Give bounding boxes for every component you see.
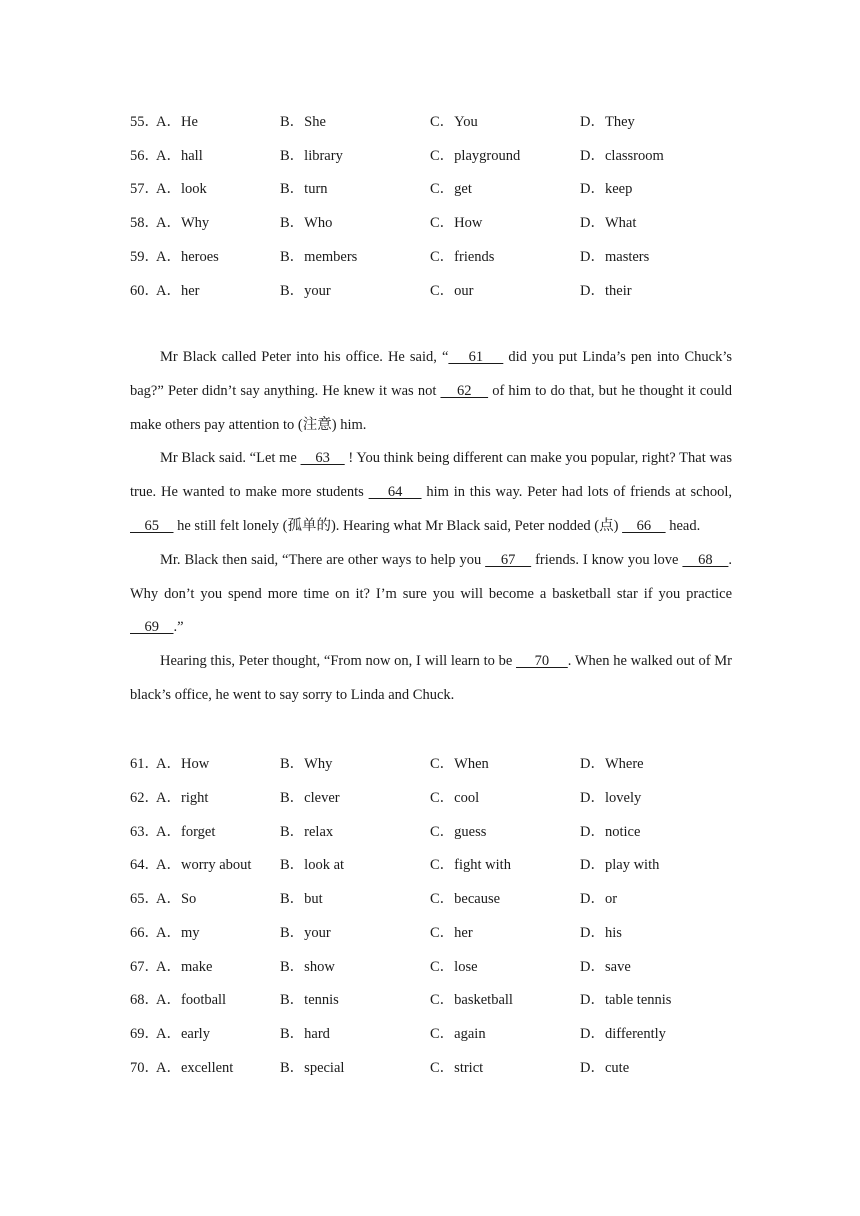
option-c: C．cool (430, 790, 480, 806)
option-c: C．guess (430, 824, 487, 840)
option-b: B．your (280, 925, 331, 941)
option-a: A．early (156, 1026, 210, 1042)
blank-66: 66 (622, 517, 666, 534)
blank-70: 70 (516, 653, 568, 670)
option-b: B．but (280, 891, 323, 907)
question-number: 68． (130, 992, 159, 1008)
blank-61: 61 (448, 349, 504, 365)
option-a: A．right (156, 790, 209, 806)
option-a: A．So (156, 891, 197, 907)
option-a: A．He (156, 114, 198, 130)
passage-paragraph-3: Mr. Black then said, “There are other ways to help you 67 friends. I know you love 68 . Why don’t you spend more time on it? I’m sure you will become a basketball star if you practice 69 .” (130, 551, 733, 636)
question-number: 65． (130, 891, 159, 907)
option-a: A．hall (156, 148, 203, 164)
option-d: D．Where (580, 756, 644, 772)
option-c: C．How (430, 215, 483, 231)
option-a: A．look (156, 181, 207, 197)
option-b: B．She (280, 114, 326, 130)
question-number: 66． (130, 925, 159, 941)
option-a: A．heroes (156, 249, 219, 265)
blank-62: 62 (440, 382, 489, 399)
option-b: B．Who (280, 215, 333, 231)
option-c: C．fight with (430, 857, 511, 873)
option-b: B．tennis (280, 992, 339, 1008)
blank-63: 63 (300, 450, 345, 467)
option-a: A．my (156, 925, 200, 941)
option-d: D．their (580, 283, 632, 299)
option-b: B．members (280, 249, 358, 265)
option-a: A．make (156, 959, 213, 975)
option-d: D．keep (580, 181, 633, 197)
option-b: B．your (280, 283, 331, 299)
option-c: C．again (430, 1026, 486, 1042)
option-d: D．masters (580, 249, 650, 265)
question-number: 69． (130, 1026, 159, 1042)
option-c: C．her (430, 925, 473, 941)
option-c: C．because (430, 891, 501, 907)
blank-65: 65 (130, 517, 174, 534)
question-number: 63． (130, 824, 159, 840)
option-c: C．When (430, 756, 489, 772)
option-d: D．lovely (580, 790, 642, 806)
option-a: A．excellent (156, 1060, 234, 1076)
question-number: 55． (130, 114, 159, 130)
passage-paragraph-1: Mr Black called Peter into his office. He said, “ 61 did you put Linda’s pen into Chuck’s bag?” Peter didn’t say anything. He knew it was not 62 of him to do that, but he thought it could make others pay attention to (注意) him. (130, 349, 733, 433)
option-a: A．her (156, 283, 200, 299)
option-c: C．basketball (430, 992, 513, 1008)
option-d: D．notice (580, 824, 641, 840)
blank-68: 68 (682, 551, 729, 568)
option-d: D．They (580, 114, 635, 130)
question-number: 70． (130, 1060, 159, 1076)
blank-64: 64 (368, 484, 422, 501)
question-number: 60． (130, 283, 159, 299)
option-d: D．table tennis (580, 992, 672, 1008)
question-number: 58． (130, 215, 159, 231)
option-c: C．lose (430, 959, 478, 975)
option-a: A．Why (156, 215, 210, 231)
option-b: B．clever (280, 790, 340, 806)
option-c: C．get (430, 181, 472, 197)
passage-paragraph-2: Mr Black said. “Let me 63 ! You think being different can make you popular, right? That was true. He wanted to make more students 64 him in this way. Peter had lots of friends at school, 65 he still felt lonely (孤单的). Hearing what Mr Black said, Peter nodded (点) 66 head. (130, 450, 732, 534)
question-number: 67． (130, 959, 159, 975)
question-number: 61． (130, 756, 159, 772)
passage-paragraph-4: Hearing this, Peter thought, “From now on, I will learn to be 70 . When he walked out of Mr black’s office, he went to say sorry to Linda and Chuck. (130, 653, 732, 703)
option-b: B．relax (280, 824, 334, 840)
question-number: 62． (130, 790, 159, 806)
option-c: C．playground (430, 148, 521, 164)
option-d: D．his (580, 925, 622, 941)
option-b: B．hard (280, 1026, 330, 1042)
option-d: D．save (580, 959, 631, 975)
question-number: 56． (130, 148, 159, 164)
option-d: D．differently (580, 1026, 666, 1042)
option-a: A．forget (156, 824, 216, 840)
option-d: D．cute (580, 1060, 630, 1076)
option-a: A．football (156, 992, 227, 1008)
option-a: A．How (156, 756, 210, 772)
option-b: B．special (280, 1060, 345, 1076)
question-number: 64． (130, 857, 159, 873)
option-a: A．worry about (156, 857, 252, 873)
question-number: 57． (130, 181, 159, 197)
option-b: B．Why (280, 756, 333, 772)
option-c: C．friends (430, 249, 495, 265)
option-d: D．What (580, 215, 637, 231)
option-b: B．look at (280, 857, 345, 873)
option-b: B．library (280, 148, 343, 164)
option-b: B．turn (280, 181, 328, 197)
option-c: C．You (430, 114, 478, 130)
option-d: D．play with (580, 857, 660, 873)
passage (130, 341, 732, 713)
option-c: C．strict (430, 1060, 484, 1076)
blank-69: 69 (130, 619, 174, 636)
option-b: B．show (280, 959, 335, 975)
option-d: D．or (580, 891, 618, 907)
option-c: C．our (430, 283, 474, 299)
option-d: D．classroom (580, 148, 664, 164)
question-number: 59． (130, 249, 159, 265)
blank-67: 67 (485, 551, 532, 568)
